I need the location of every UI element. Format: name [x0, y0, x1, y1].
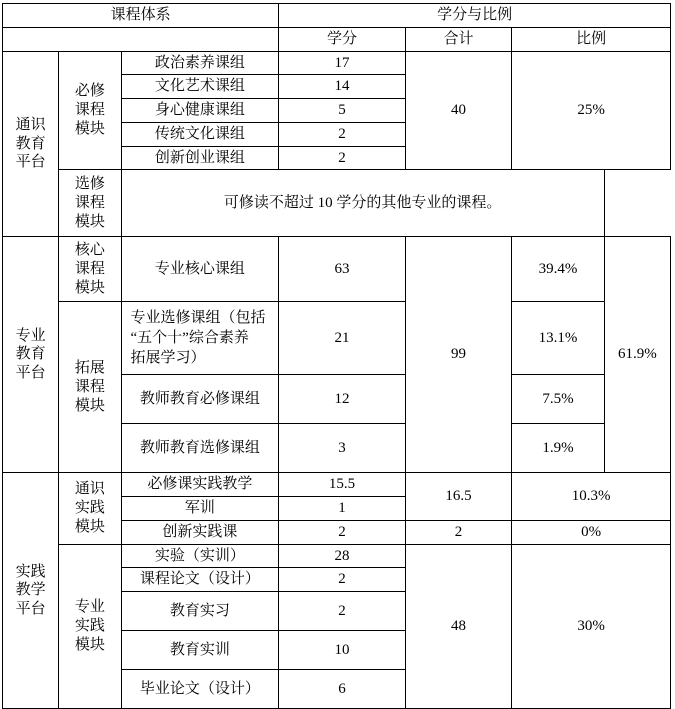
credits-value: 1: [279, 497, 406, 521]
course-group-label: 创新创业课组: [121, 146, 279, 170]
platform-general-education: 通识 教育 平台: [3, 51, 59, 237]
credits-value: 63: [279, 237, 406, 302]
course-group-label: 传统文化课组: [121, 122, 279, 146]
row-ratio: 7.5%: [512, 375, 604, 424]
header-col-total: 合计: [405, 27, 511, 51]
curriculum-credits-table: [2, 3, 671, 709]
table-row: [3, 473, 671, 497]
table-row: [3, 302, 671, 375]
module-professional-practice: 专业 实践 模块: [59, 544, 121, 709]
course-group-label: 毕业论文（设计）: [121, 670, 279, 709]
group-total-credits: 16.5: [405, 473, 511, 521]
platform-total-credits: 99: [405, 237, 511, 473]
course-group-label: 政治素养课组: [121, 51, 279, 75]
credits-value: 2: [279, 568, 406, 592]
elective-note: 可修读不超过 10 学分的其他专业的课程。: [121, 170, 604, 237]
course-group-label: 身心健康课组: [121, 99, 279, 123]
credits-value: 6: [279, 670, 406, 709]
module-core-courses: 核心 课程 模块: [59, 237, 121, 302]
platform-professional-education: 专业 教育 平台: [3, 237, 59, 473]
table-row: [3, 51, 671, 75]
module-elective-courses: 选修 课程 模块: [59, 170, 121, 237]
course-group-label: 文化艺术课组: [121, 75, 279, 99]
course-group-label: 创新实践课: [121, 520, 279, 544]
module-total-credits: 40: [405, 51, 511, 170]
credits-value: 2: [279, 146, 406, 170]
credits-value: 5: [279, 99, 406, 123]
course-group-label: 教师教育必修课组: [121, 375, 279, 424]
group-ratio: 10.3%: [512, 473, 671, 521]
extra-ratio: 0%: [512, 520, 671, 544]
table-row: [3, 237, 671, 302]
header-credits-ratio: 学分与比例: [279, 4, 671, 28]
header-col-credits: 学分: [279, 27, 406, 51]
credits-value: 15.5: [279, 473, 406, 497]
credits-value: 2: [279, 520, 406, 544]
course-group-label: 实验（实训）: [121, 544, 279, 568]
course-group-label: 教育实习: [121, 592, 279, 631]
course-group-label: 教育实训: [121, 631, 279, 670]
row-ratio: 39.4%: [512, 237, 604, 302]
credits-value: 3: [279, 424, 406, 473]
row-ratio: 1.9%: [512, 424, 604, 473]
module-total-credits: 48: [405, 544, 511, 709]
credits-value: 10: [279, 631, 406, 670]
credits-value: 21: [279, 302, 406, 375]
table-header-row-2: [3, 27, 671, 51]
course-group-label: 课程论文（设计）: [121, 568, 279, 592]
credits-value: 2: [279, 122, 406, 146]
course-group-label: [121, 302, 279, 375]
course-group-label: 专业核心课组: [121, 237, 279, 302]
extra-total-credits: 2: [405, 520, 511, 544]
module-ratio: 30%: [512, 544, 671, 709]
header-col-ratio: 比例: [512, 27, 671, 51]
platform-practical-teaching: 实践 教学 平台: [3, 473, 59, 709]
document-page: [0, 3, 675, 697]
module-required-courses: 必修 课程 模块: [59, 51, 121, 170]
course-group-label: 军训: [121, 497, 279, 521]
table-row: [3, 544, 671, 568]
course-group-label: 教师教育选修课组: [121, 424, 279, 473]
credits-value: 14: [279, 75, 406, 99]
credits-value: 28: [279, 544, 406, 568]
credits-value: 12: [279, 375, 406, 424]
course-group-label-text: 专业选修课组（包括 “五个十”综合素养 拓展学习）: [130, 309, 266, 367]
credits-value: 2: [279, 592, 406, 631]
table-row: [3, 170, 671, 237]
module-general-practice: 通识 实践 模块: [59, 473, 121, 544]
module-ratio: 25%: [512, 51, 671, 170]
credits-value: 17: [279, 51, 406, 75]
platform-ratio: 61.9%: [604, 237, 670, 473]
course-group-label: 必修课实践教学: [121, 473, 279, 497]
header-course-system: 课程体系: [3, 4, 279, 28]
module-extension-courses: 拓展 课程 模块: [59, 302, 121, 473]
table-header-row-1: [3, 4, 671, 28]
row-ratio: 13.1%: [512, 302, 604, 375]
header-spacer: [3, 27, 279, 51]
